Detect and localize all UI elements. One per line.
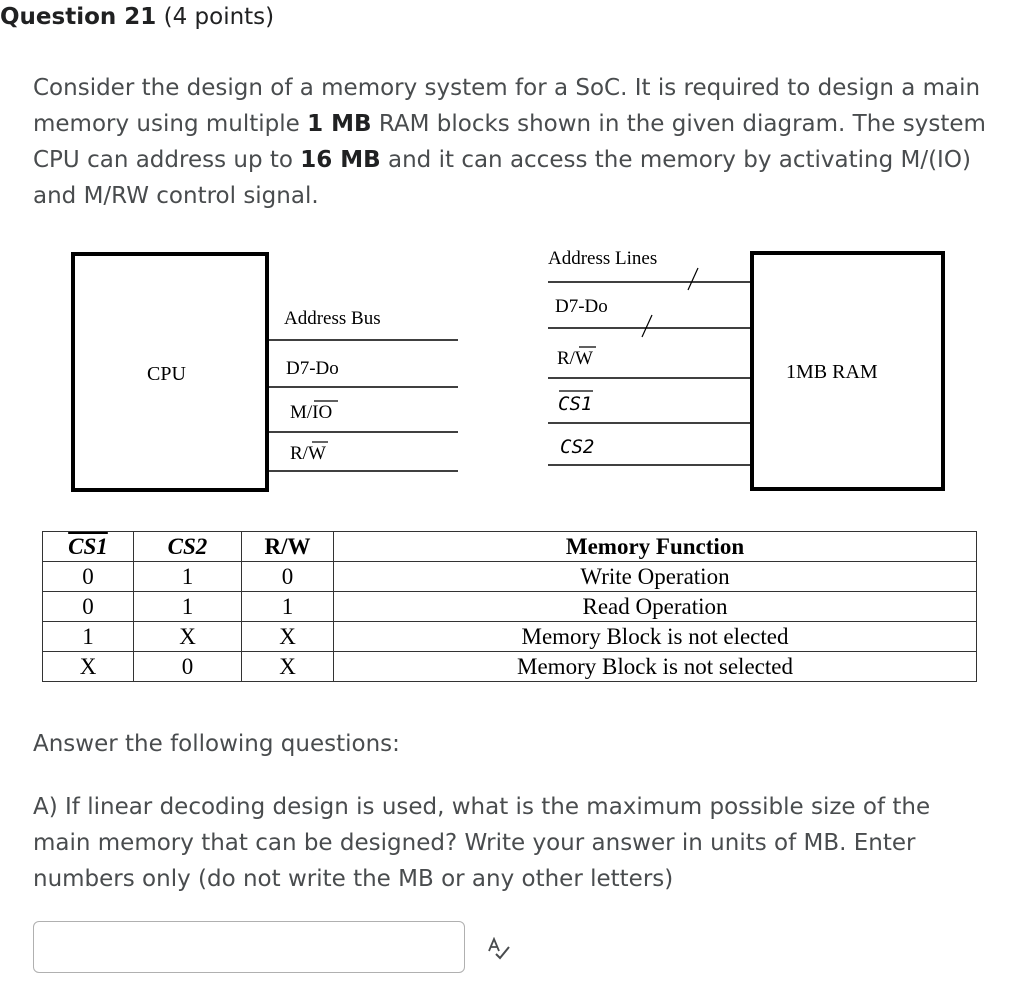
intro-bold-2: 16 MB [300, 147, 381, 173]
cpu-signal-rw: R/W [290, 443, 326, 464]
table-row [43, 622, 977, 652]
ram-line-data-slash [642, 315, 652, 337]
table-row [43, 652, 977, 682]
question-part-a: A) If linear decoding design is used, what is the maximum possible size of the main memory that can be designed? Write your answer in units of MB. Enter numbers only (do not write the MB or any other letters) [33, 794, 931, 892]
cell-cs1: X [43, 652, 134, 682]
header-rw: R/W [242, 532, 334, 562]
spellcheck-icon[interactable] [486, 937, 512, 961]
cell-cs2: 1 [134, 592, 242, 622]
ram-signal-cs1: CS1 [558, 393, 593, 415]
intro-bold-1: 1 MB [307, 111, 372, 137]
header-memory-function: Memory Function [334, 532, 977, 562]
cell-cs2: X [134, 622, 242, 652]
intro-text-3: and it can access the memory by activating M/(IO) and M/RW control signal. [33, 147, 971, 209]
memory-diagram [0, 240, 1024, 500]
cell-cs2: 0 [134, 652, 242, 682]
cpu-label: CPU [147, 363, 186, 385]
ram-signal-rw: R/W [557, 348, 593, 369]
ram-signal-address: Address Lines [548, 248, 658, 269]
header-cs1: CS1 [43, 532, 134, 562]
cell-function: Memory Block is not selected [334, 652, 977, 682]
question-points: (4 points) [163, 4, 275, 30]
question-title [0, 4, 274, 30]
truth-table-header [43, 532, 977, 562]
cell-function: Read Operation [334, 592, 977, 622]
cell-function: Write Operation [334, 562, 977, 592]
cpu-signal-address: Address Bus [284, 308, 381, 329]
cell-rw: X [242, 652, 334, 682]
sub-questions-heading: Answer the following questions: [33, 731, 400, 757]
intro-text-1: Consider the design of a memory system for a SoC. It is required to design a main memory using multiple [33, 75, 981, 137]
intro-text-2: RAM blocks shown in the given diagram. The system CPU can address up to [33, 111, 986, 173]
cell-cs1: 0 [43, 562, 134, 592]
table-row [43, 562, 977, 592]
answer-input[interactable] [33, 921, 465, 973]
cell-rw: 1 [242, 592, 334, 622]
question-intro [33, 70, 993, 214]
cell-cs2: 1 [134, 562, 242, 592]
cpu-signal-data: D7-Do [286, 358, 339, 379]
ram-line-address-slash [688, 268, 698, 290]
header-cs2: CS2 [134, 532, 242, 562]
ram-label: 1MB RAM [786, 361, 878, 383]
ram-signal-data: D7-Do [555, 296, 608, 317]
cpu-signal-mio: M/IO [290, 402, 333, 423]
cell-function: Memory Block is not elected [334, 622, 977, 652]
cell-cs1: 1 [43, 622, 134, 652]
cell-rw: X [242, 622, 334, 652]
cell-rw: 0 [242, 562, 334, 592]
table-row [43, 592, 977, 622]
truth-table [42, 531, 977, 682]
ram-signal-cs2: CS2 [560, 436, 595, 458]
cell-cs1: 0 [43, 592, 134, 622]
question-number: Question 21 [0, 4, 157, 30]
